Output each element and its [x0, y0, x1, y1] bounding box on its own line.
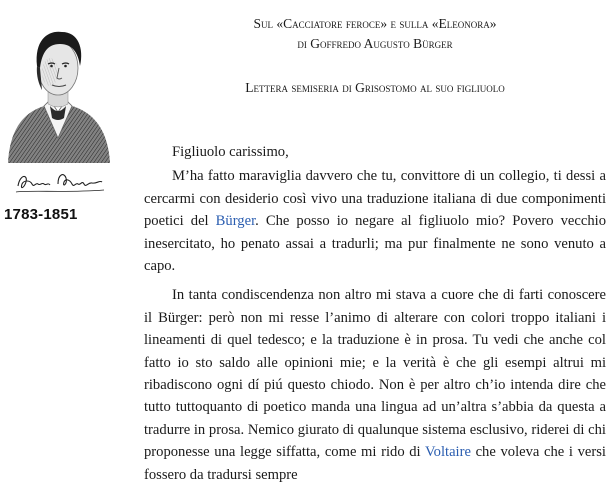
title-line-2: di Goffredo Augusto Bürger	[297, 36, 453, 51]
page-subtitle: Lettera semiseria di Grisostomo al suo figliuolo	[245, 80, 505, 95]
signature-image	[14, 168, 106, 196]
portrait-image	[4, 8, 112, 163]
paragraph-2-text-b: che voleva che i versi fossero da tradursi sempre	[144, 444, 606, 483]
paragraph-2-text-a: In tanta condiscendenza non altro mi stava a cuore che di farti conoscere il Bürger: però non mi resse l’animo di alterare con colori troppo italiani i lineamenti di quel tedesco; e la traduzione è in prosa. Tu vedi che anche col fatto io sto saldo alle opinioni mie; e la verità è che gli esempi altrui mi ribadiscono ogni dí piú questo chiodo. Non è per altro ch’io intenda dire che tutto tuttoquanto di poetico manda una lingua ad un’altra s’abbia da questa a tradurre in prosa. Nemico giurato di qualunque sistema esclusivo, riderei di chi proponesse una legge siffatta, come mi rido di	[144, 287, 606, 461]
title-line-1: Sul «Cacciatore feroce» e sulla «Eleonora»	[253, 16, 497, 31]
paragraph-1	[144, 165, 606, 277]
letter-body	[144, 141, 606, 493]
paragraph-1-text-b: . Che posso io negare al figliuolo mio? Povero vecchio inesercitato, ho penato assai a tradurli; ma pur finalmente ne sono venuto a capo.	[144, 213, 607, 275]
author-sidebar	[0, 0, 118, 230]
author-years: 1783-1851	[4, 206, 78, 223]
salutation: Figliuolo carissimo,	[172, 144, 289, 160]
page-title	[150, 14, 600, 54]
paragraph-1-text-a: M’ha fatto maraviglia davvero che tu, convittore di un collegio, ti dessi a cercarmi con desiderio così vivo una traduzione italiana di due componimenti poetici del	[144, 168, 606, 230]
voltaire-link[interactable]: Voltaire	[425, 444, 471, 461]
paragraph-2	[144, 284, 606, 486]
burger-link[interactable]: Bürger	[215, 213, 256, 230]
